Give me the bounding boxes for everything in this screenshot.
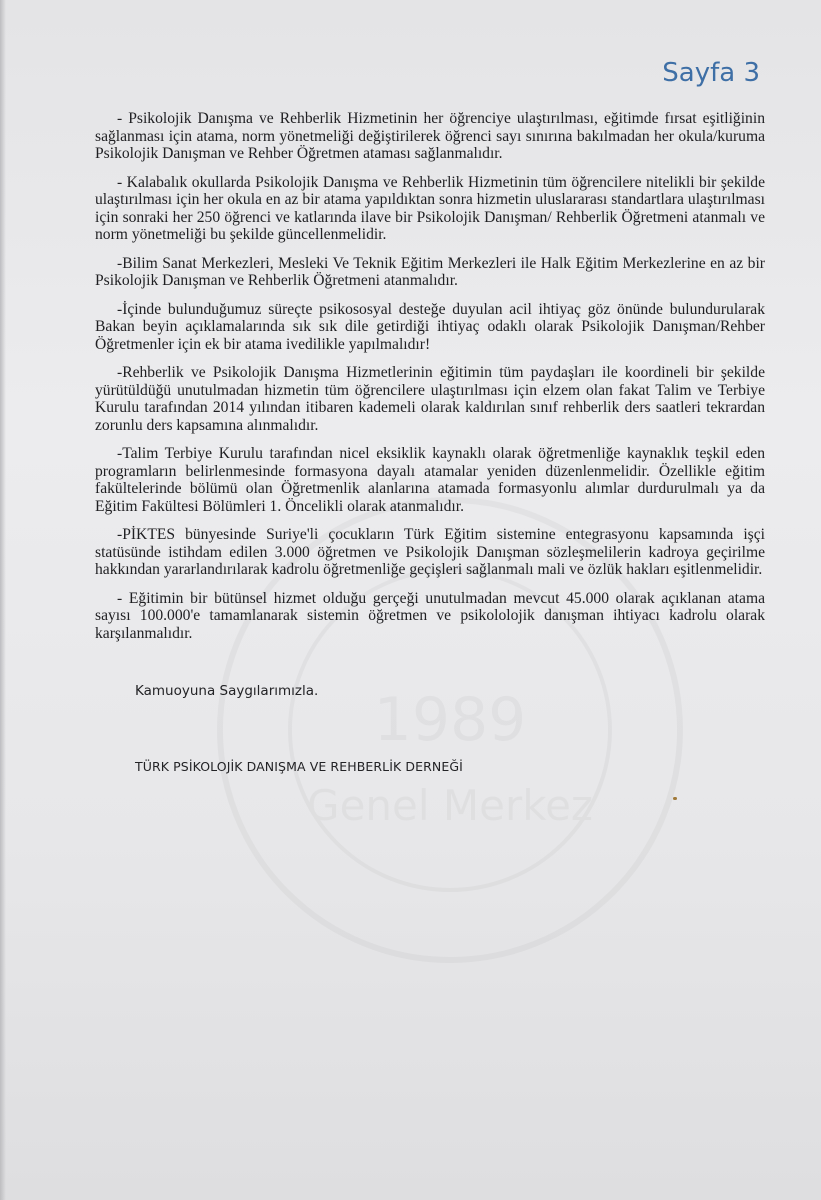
page-number: Sayfa 3: [662, 58, 760, 88]
closing-line: Kamuoyuna Saygılarımızla.: [135, 683, 319, 699]
document-body: [95, 110, 765, 653]
paragraph-8: - Eğitimin bir bütünsel hizmet olduğu gerçeği unutulmadan mevcut 45.000 olarak açıklanan atama sayısı 100.000'e tamamlanarak sistemin öğretmen ve psikololojik danışman ihtiyacı kadrolu olarak karşılanmalıdır.: [95, 589, 765, 642]
paragraph-7: -PİKTES bünyesinde Suriye'li çocukların Türk Eğitim sistemine entegrasyonu kapsamında işçi statüsünde istihdam edilen 3.000 öğretmen ve Psikolojik Danışman sözleşmelilerin kadroya geçirilme hakkından yararlandırılarak kadrolu öğretmenliğe geçişleri sağlanmalı mali ve özlük hakları eşitlenmelidir.: [95, 526, 765, 578]
paragraph-6: -Talim Terbiye Kurulu tarafından nicel eksiklik kaynaklı olarak öğretmenliğe kaynaklık teşkil eden programların belirlenmesinde formasyona dayalı atamalar yeniden düzenlenmelidir. Özellikle eğitim fakültelerinde bölümü olan Öğretmenlik alanlarına atamada formasyonlu alımlar durdurulmalı ya da Eğitim Fakültesi Bölümleri 1. Öncelikli olarak atanmalıdır.: [95, 445, 765, 515]
paragraph-1: - Psikolojik Danışma ve Rehberlik Hizmetinin her öğrenciye ulaştırılması, eğitimde fırsat eşitliğinin sağlanması için atama, norm yönetmeliği değiştirilerek öğrenci sayı sınırına bakılmadan her okula/kuruma Psikolojik Danışman ve Rehber Öğretmen ataması sağlanmalıdır.: [95, 110, 765, 162]
signature-organization: TÜRK PSİKOLOJİK DANIŞMA VE REHBERLİK DERNEĞİ: [135, 759, 463, 774]
paper-speck: [673, 797, 677, 800]
svg-text:1989: 1989: [373, 685, 527, 755]
paragraph-2: - Kalabalık okullarda Psikolojik Danışma ve Rehberlik Hizmetinin tüm öğrencilere nitelikli bir şekilde ulaştırılması için her okula en az bir atama yapıldıktan sonra hizmetin uluslararası standartlara ulaştırılması için sonraki her 250 öğrenci ve katlarında ilave bir Psikolojik Danışman/ Rehberlik Öğretmeni atanmalı ve norm yönetmeliği bu şekilde güncellenmelidir.: [95, 173, 765, 243]
paragraph-5: -Rehberlik ve Psikolojik Danışma Hizmetlerinin eğitimin tüm paydaşları ile koordineli bir şekilde yürütüldüğü unutulmadan hizmetin tüm öğrencilere ulaştırılması için elzem olan fakat Talim ve Terbiye Kurulu tarafından 2014 yılından itibaren kademeli olarak kaldırılan sınıf rehberlik ders saatleri tekrardan zorunlu ders kapsamına alınmalıdır.: [95, 364, 765, 434]
page-edge-shadow: [0, 0, 6, 1200]
svg-text:Genel Merkez: Genel Merkez: [307, 781, 593, 830]
paragraph-3: -Bilim Sanat Merkezleri, Mesleki Ve Teknik Eğitim Merkezleri ile Halk Eğitim Merkezlerine en az bir Psikolojik Danışman ve Rehberlik Öğretmeni atanmalıdır.: [95, 254, 765, 289]
paragraph-4: -İçinde bulunduğumuz süreçte psikososyal desteğe duyulan acil ihtiyaç göz önünde bulundurularak Bakan beyin açıklamalarında sık sık dile getirdiği ihtiyaç odaklı olarak Psikolojik Danışman/Rehber Öğretmenler için ek bir atama ivedilikle yapılmalıdır!: [95, 300, 765, 353]
